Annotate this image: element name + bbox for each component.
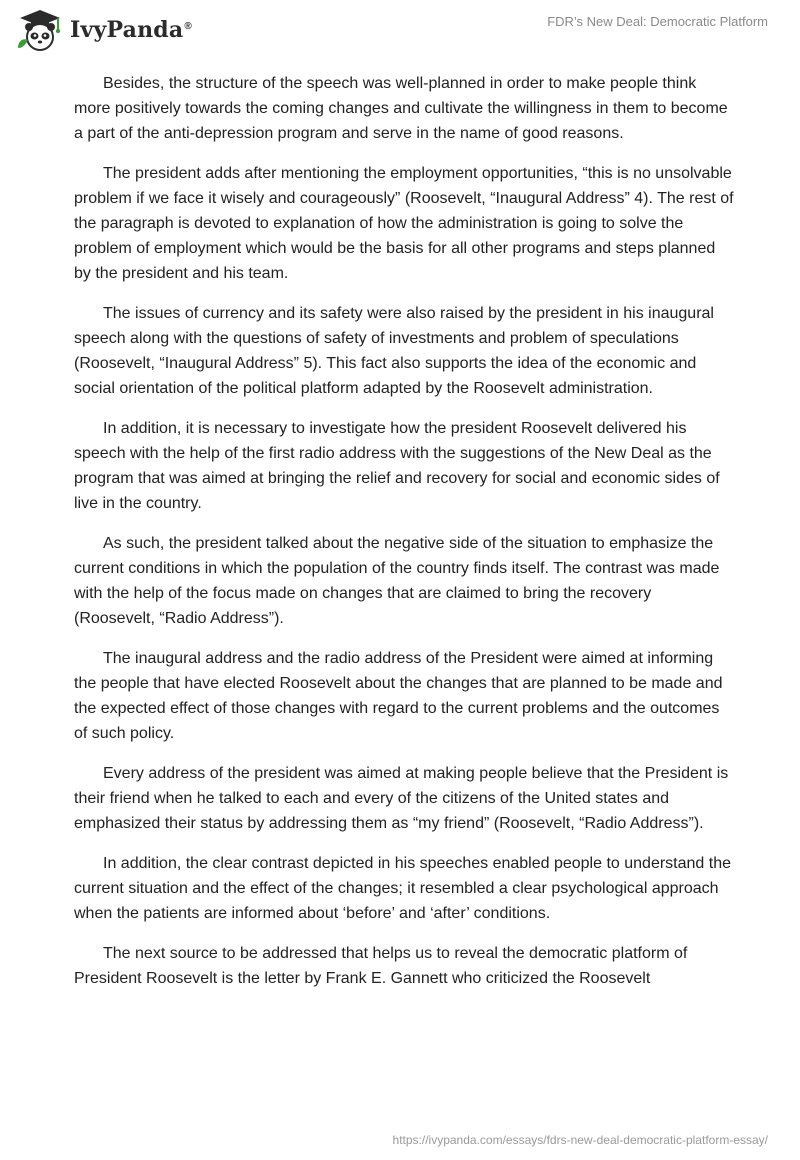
- paragraph: The inaugural address and the radio address of the President were aimed at informing the people that have elected Roosevelt about the changes that are planned to be made and the expected effect of those changes with regard to the current problems and the outcomes of such policy.: [74, 650, 723, 742]
- paragraph: In addition, it is necessary to investigate how the president Roosevelt delivered his speech with the help of the first radio address with the suggestions of the New Deal as the program that was aimed at bringing the relief and recovery for social and economic sides of live in the country.: [74, 420, 720, 512]
- paragraph: Every address of the president was aimed at making people believe that the President is their friend when he talked to each and every of the citizens of the United states and emphasized their status by addressing them as “my friend” (Roosevelt, “Radio Address”).: [74, 765, 729, 832]
- document-title: FDR’s New Deal: Democratic Platform: [547, 14, 768, 29]
- panda-graduation-cap-icon: [14, 8, 66, 52]
- logo-wordmark: [70, 17, 192, 43]
- page-header: [0, 0, 800, 60]
- essay-body: [74, 71, 734, 1006]
- registered-mark: ®: [184, 20, 192, 32]
- paragraph: As such, the president talked about the negative side of the situation to emphasize the current conditions in which the population of the country finds itself. The contrast was made with the help of the focus made on changes that are claimed to bring the recovery (Roosevelt, “Radio Address”).: [74, 535, 720, 627]
- footer-url[interactable]: https://ivypanda.com/essays/fdrs-new-deal-democratic-platform-essay/: [392, 1133, 768, 1147]
- ivypanda-logo[interactable]: [14, 8, 192, 52]
- brand-name: IvyPanda: [70, 17, 184, 43]
- paragraph: Besides, the structure of the speech was well-planned in order to make people think more positively towards the coming changes and cultivate the willingness in them to become a part of the anti-depression program and serve in the name of good reasons.: [74, 75, 728, 142]
- paragraph: In addition, the clear contrast depicted in his speeches enabled people to understand the current situation and the effect of the changes; it resembled a clear psychological approach when the patients are informed about ‘before’ and ‘after’ conditions.: [74, 855, 731, 922]
- paragraph: The issues of currency and its safety were also raised by the president in his inaugural speech along with the questions of safety of investments and problem of speculations (Roosevelt, “Inaugural Address” 5). This fact also supports the idea of the economic and social orientation of the political platform adapted by the Roosevelt administration.: [74, 305, 714, 397]
- paragraph: The next source to be addressed that helps us to reveal the democratic platform of President Roosevelt is the letter by Frank E. Gannett who criticized the Roosevelt: [74, 945, 688, 987]
- paragraph: The president adds after mentioning the employment opportunities, “this is no unsolvable problem if we face it wisely and courageously” (Roosevelt, “Inaugural Address” 4). The rest of the paragraph is devoted to explanation of how the administration is going to solve the problem of employment which would be the basis for all other programs and steps planned by the president and his team.: [74, 165, 734, 282]
